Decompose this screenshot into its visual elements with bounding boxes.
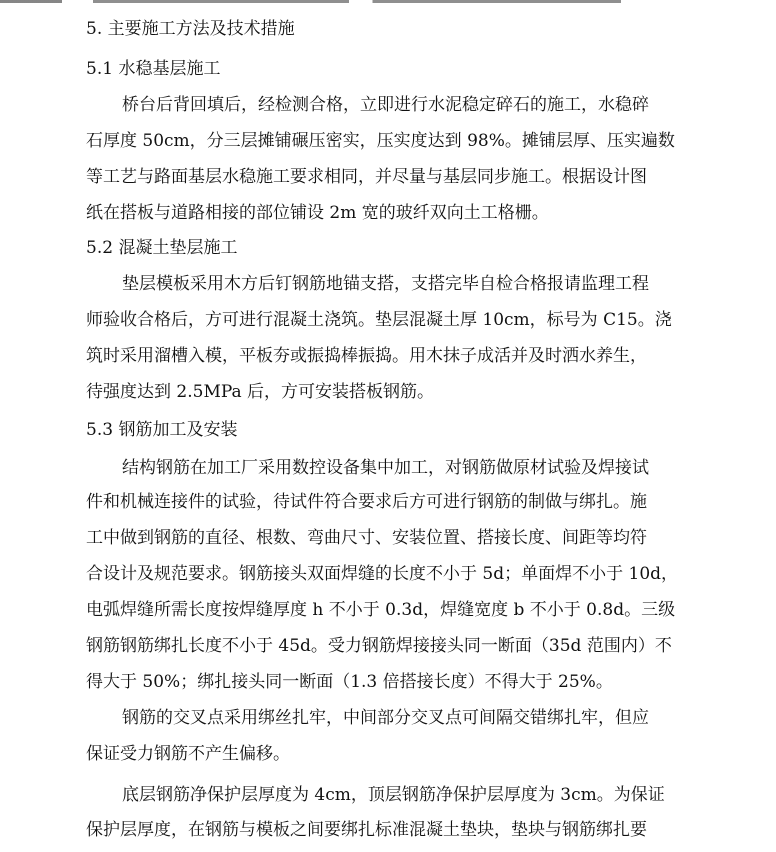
- cropped-previous-line: [0, 0, 776, 3]
- paragraph-line: 结构钢筋在加工厂采用数控设备集中加工，对钢筋做原材试验及焊接试: [122, 458, 649, 478]
- paragraph-line: 电弧焊缝所需长度按焊缝厚度 h 不小于 0.3d，焊缝宽度 b 不小于 0.8d。三级: [86, 600, 676, 620]
- paragraph-line: 石厚度 50cm，分三层摊铺碾压密实，压实度达到 98%。摊铺层厚、压实遍数: [86, 131, 675, 151]
- subsection-heading-5-3: 5.3 钢筋加工及安装: [86, 420, 238, 440]
- paragraph-line: 保护层厚度，在钢筋与模板之间要绑扎标准混凝土垫块，垫块与钢筋绑扎要: [86, 820, 647, 840]
- paragraph-line: 纸在搭板与道路相接的部位铺设 2m 宽的玻纤双向土工格栅。: [86, 203, 549, 223]
- subsection-heading-5-1: 5.1 水稳基层施工: [86, 59, 221, 79]
- paragraph-line: 钢筋钢筋绑扎长度不小于 45d。受力钢筋焊接接头同一断面（35d 范围内）不: [86, 636, 672, 656]
- paragraph-line: 筑时采用溜槽入模，平板夯或振捣棒振捣。用木抹子成活并及时洒水养生，: [86, 346, 647, 366]
- paragraph-line: 合设计及规范要求。钢筋接头双面焊缝的长度不小于 5d；单面焊不小于 10d，: [86, 564, 679, 584]
- paragraph-line: 底层钢筋净保护层厚度为 4cm，顶层钢筋净保护层厚度为 3cm。为保证: [122, 785, 665, 805]
- paragraph-line: 钢筋的交叉点采用绑丝扎牢，中间部分交叉点可间隔交错绑扎牢，但应: [122, 708, 649, 728]
- paragraph-line: 保证受力钢筋不产生偏移。: [86, 744, 290, 764]
- paragraph-line: 待强度达到 2.5MPa 后，方可安装搭板钢筋。: [86, 382, 435, 402]
- subsection-heading-5-2: 5.2 混凝土垫层施工: [86, 238, 238, 258]
- paragraph-line: 垫层模板采用木方后钉钢筋地锚支搭，支搭完毕自检合格报请监理工程: [122, 274, 649, 294]
- section-heading-5: 5. 主要施工方法及技术措施: [86, 19, 295, 39]
- paragraph-line: 得大于 50%；绑扎接头同一断面（1.3 倍搭接长度）不得大于 25%。: [86, 672, 613, 692]
- paragraph-line: 件和机械连接件的试验，待试件符合要求后方可进行钢筋的制做与绑扎。施: [86, 492, 647, 512]
- paragraph-line: 桥台后背回填后，经检测合格，立即进行水泥稳定碎石的施工，水稳碎: [122, 95, 649, 115]
- paragraph-line: 等工艺与路面基层水稳施工要求相同，并尽量与基层同步施工。根据设计图: [86, 167, 647, 187]
- paragraph-line: 工中做到钢筋的直径、根数、弯曲尺寸、安装位置、搭接长度、间距等均符: [86, 528, 647, 548]
- paragraph-line: 师验收合格后，方可进行混凝土浇筑。垫层混凝土厚 10cm，标号为 C15。浇: [86, 310, 672, 330]
